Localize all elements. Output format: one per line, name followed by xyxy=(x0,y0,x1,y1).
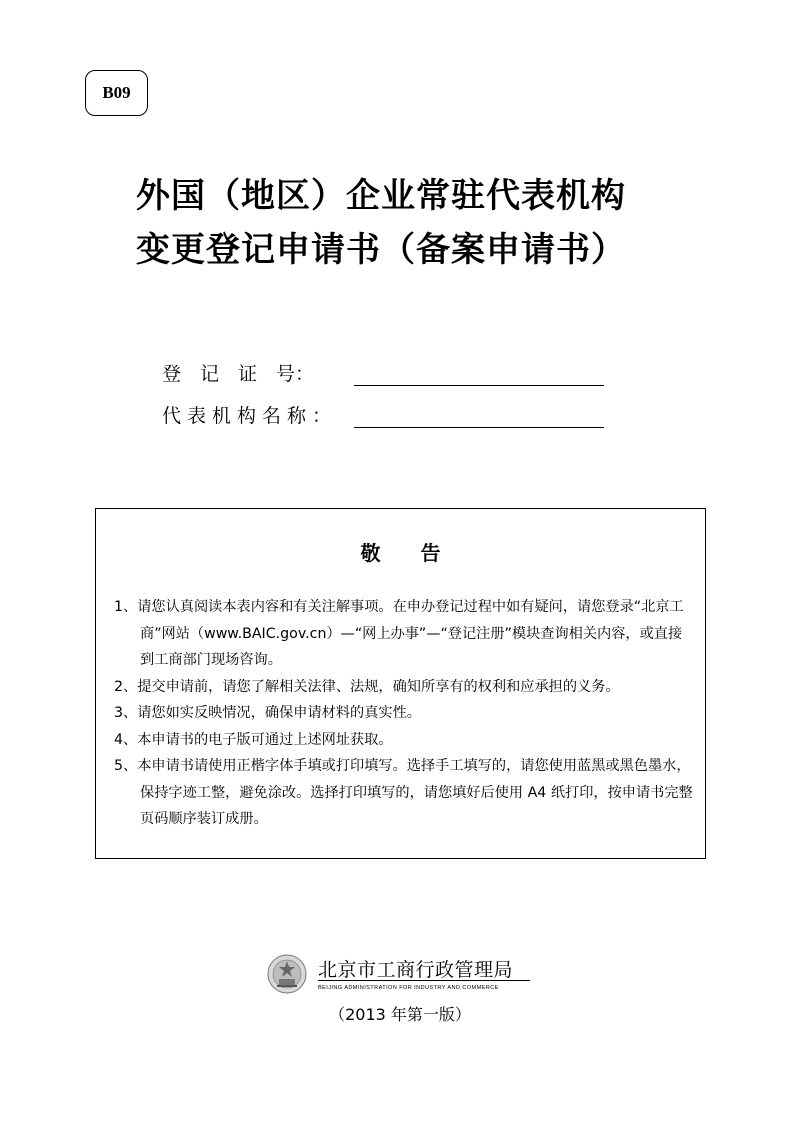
footer-divider xyxy=(318,980,530,981)
office-name-label: 代表机构名称： xyxy=(162,405,338,427)
agency-name: 北京市工商行政管理局 xyxy=(318,959,514,981)
notice-item: 2、提交申请前，请您了解相关法律、法规，确知所享有的权利和应承担的义务。 xyxy=(114,678,620,695)
registration-number-label: 登 记 证 号： xyxy=(162,363,315,385)
national-emblem-icon xyxy=(266,953,308,995)
notice-title: 敬告 xyxy=(360,541,481,565)
notice-item: 3、请您如实反映情况，确保申请材料的真实性。 xyxy=(114,705,421,721)
edition-label: （2013 年第一版） xyxy=(329,1005,471,1024)
title-line-1: 外国（地区）企业常驻代表机构 xyxy=(136,176,626,216)
registration-number-row xyxy=(162,356,604,386)
notice-item: 4、本申请书的电子版可通过上述网址获取。 xyxy=(114,731,393,748)
title-line-2: 变更登记申请书（备案申请书） xyxy=(136,230,626,270)
office-name-field[interactable] xyxy=(354,403,604,428)
office-name-row xyxy=(162,398,604,428)
agency-name-en: BEIJING ADMINISTRATION FOR INDUSTRY AND COMMERCE xyxy=(318,985,499,991)
notice-box xyxy=(95,508,706,859)
notice-list xyxy=(114,594,694,833)
document-code: B09 xyxy=(85,70,148,116)
registration-number-field[interactable] xyxy=(354,361,604,386)
notice-item: 1、请您认真阅读本表内容和有关注解事项。在申办登记过程中如有疑问，请您登录“北京工商”网站（www.BAIC.gov.cn）—“网上办事”—“登记注册”模块查询相关内容，或直接到工商部门现场咨询。 xyxy=(114,599,684,668)
notice-item: 5、本申请书请使用正楷字体手填或打印填写。选择手工填写的，请您使用蓝黑或黑色墨水，保持字迹工整，避免涂改。选择打印填写的，请您填好后使用 A4 纸打印，按申请书完整页码顺序装订成册。 xyxy=(114,758,693,827)
